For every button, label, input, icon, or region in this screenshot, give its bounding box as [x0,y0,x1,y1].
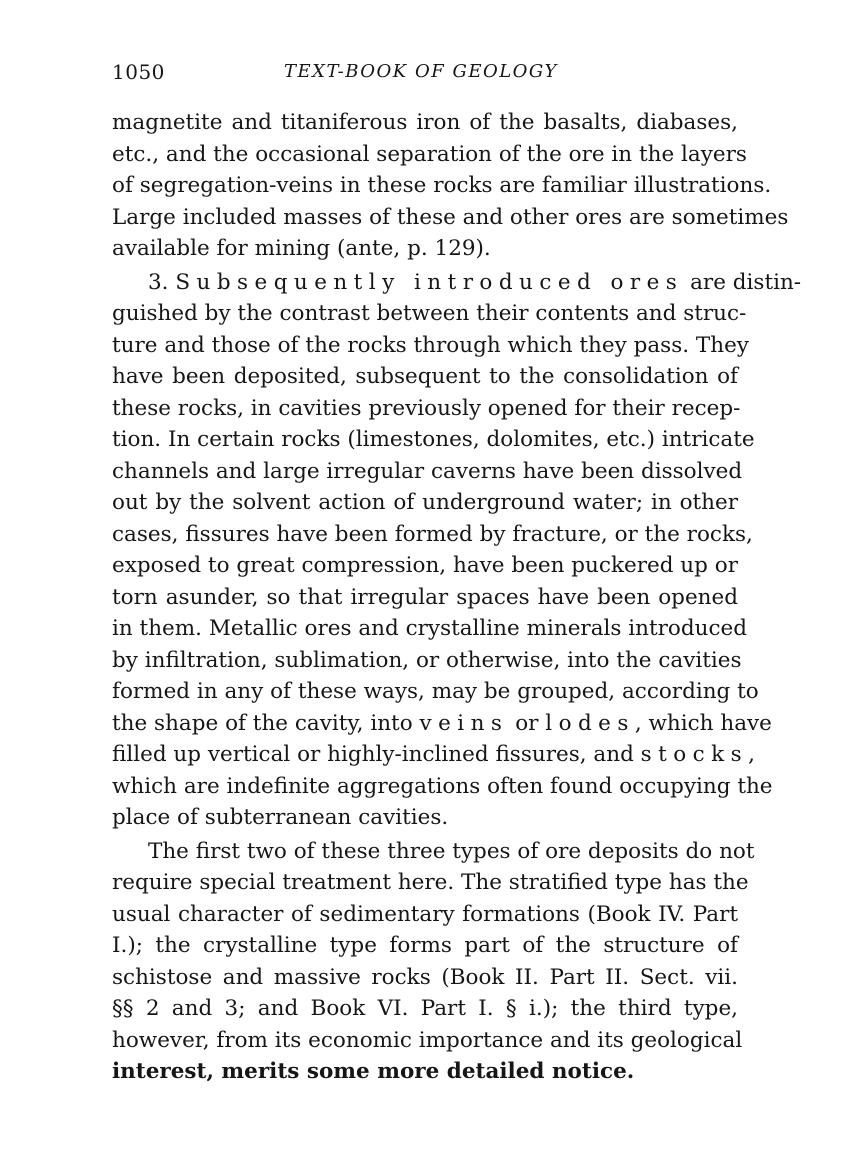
text-line: available for mining (ante, p. 129). [112,236,491,261]
text-line: in them. Metallic ores and crystalline minerals introduced [112,616,747,641]
paragraph-3 [112,836,755,1088]
text-line: however, from its economic importance and its geological [112,1027,743,1053]
text-segment: are distin- [683,269,802,295]
text-segment: , which have [634,710,772,736]
text-line: cases, fissures have been formed by fracture, or the rocks, [112,521,753,547]
text-line: magnetite and titaniferous iron of the basalts, diabases, [112,110,738,135]
paragraph-2 [112,267,802,834]
text-line: which are indefinite aggregations often found occupying the [112,773,773,799]
text-segment: or [508,710,546,736]
text-line: by infiltration, sublimation, or otherwise, into the cavities [112,647,742,673]
text-line: torn asunder, so that irregular spaces have been opened [112,584,738,610]
body-text [112,107,802,1088]
text-line: §§ 2 and 3; and Book VI. Part I. § i.); the third type, [112,996,738,1021]
spaced-term-stocks: stocks [640,742,749,767]
text-line: usual character of sedimentary formations (Book IV. Part [112,901,738,927]
text-line: formed in any of these ways, may be grouped, according to [112,679,759,704]
text-segment: filled up vertical or highly-inclined fissures, and [112,742,641,767]
text-line: ture and those of the rocks through which they pass. They [112,332,749,358]
text-line: have been deposited, subsequent to the consolidation of [112,364,738,389]
text-line: guished by the contrast between their contents and struc- [112,301,747,326]
text-line: channels and large irregular caverns have been dissolved [112,458,743,484]
spaced-term-lodes: lodes [545,710,635,736]
text-line: these rocks, in cavities previously opened for their recep- [112,395,741,421]
text-line: require special treatment here. The stratified type has the [112,870,749,895]
text-line: tion. In certain rocks (limestones, dolomites, etc.) intricate [112,427,755,452]
text-line: etc., and the occasional separation of the ore in the layers [112,141,747,167]
text-line [112,708,772,740]
text-line: schistose and massive rocks (Book II. Part II. Sect. vii. [112,964,738,990]
text-line: out by the solvent action of underground water; in other [112,490,738,515]
text-line: Large included masses of these and other ores are sometimes [112,204,789,230]
text-line: exposed to great compression, have been puckered up or [112,553,738,578]
spaced-heading: Subsequently introduced ores [175,269,684,295]
text-line: of segregation-veins in these rocks are familiar illustrations. [112,173,772,198]
running-title: TEXT-BOOK OF GEOLOGY [284,61,558,82]
text-line: The first two of these three types of ore deposits do not [148,838,755,864]
text-line [112,267,802,299]
text-line: I.); the crystalline type forms part of the structure of [112,933,738,958]
page-number: 1050 [112,60,165,84]
running-head [112,60,738,90]
text-segment: the shape of the cavity, into [112,710,420,736]
text-line: interest, merits some more detailed notice. [112,1059,635,1084]
spaced-term-veins: veins [419,710,509,736]
section-number: 3. [148,269,176,295]
text-line: place of subterranean cavities. [112,805,449,830]
text-segment: , [748,742,755,767]
text-line [112,739,755,771]
paragraph-1 [112,107,789,265]
